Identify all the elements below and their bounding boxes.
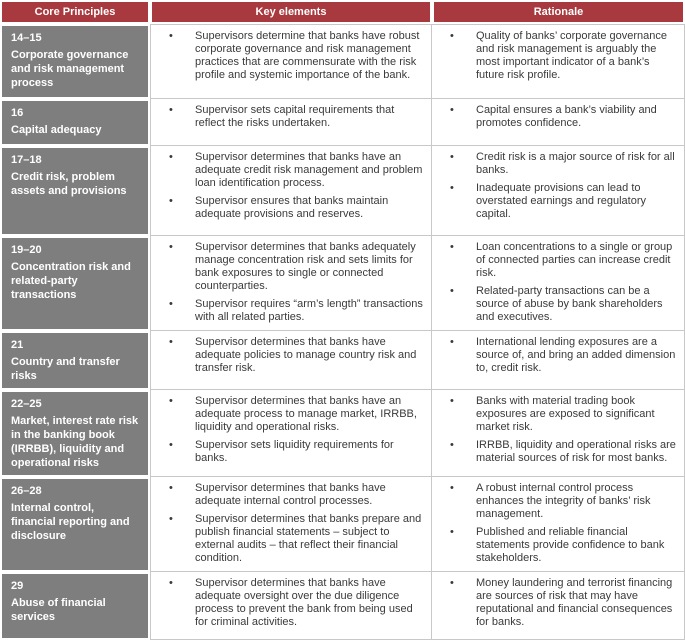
- bullet-icon: •: [450, 182, 454, 194]
- bullet-item: [432, 30, 676, 82]
- bullet-icon: •: [450, 151, 454, 163]
- principle-number: 21: [11, 339, 24, 351]
- principle-title: Capital adequacy: [11, 124, 102, 136]
- bullet-item: [432, 395, 676, 434]
- bullet-text: Banks with material trading book exposures are exposed to significant market risk.: [476, 395, 655, 433]
- key-elements-cell: [150, 146, 432, 236]
- table-row: [0, 24, 685, 99]
- bullet-item: [151, 513, 423, 565]
- table-row: [0, 331, 685, 390]
- principle-cell: [0, 477, 150, 572]
- rationale-cell: [432, 390, 685, 477]
- bullet-item: [151, 395, 423, 434]
- table-row: [0, 99, 685, 146]
- rationale-cell: [432, 572, 685, 640]
- bullet-text: Supervisor determines that banks have an adequate credit risk management and problem loan identification process.: [195, 151, 423, 189]
- principle-title: Corporate governance and risk management process: [11, 49, 129, 89]
- principle-number: 14–15: [11, 32, 42, 44]
- key-elements-cell: [150, 390, 432, 477]
- bullet-item: [151, 439, 423, 465]
- table-body: [0, 24, 685, 640]
- bullet-item: [432, 182, 676, 221]
- col-header-key-elements: Key elements: [150, 0, 432, 24]
- bullet-item: [151, 104, 423, 130]
- bullet-item: [432, 482, 676, 521]
- principle-number: 29: [11, 580, 24, 592]
- principle-title: Market, interest rate risk in the banking book (IRRBB), liquidity and operational risks: [11, 415, 139, 469]
- col-header-rationale: Rationale: [432, 0, 685, 24]
- bullet-item: [432, 577, 676, 629]
- bullet-icon: •: [169, 336, 173, 348]
- bullet-text: A robust internal control process enhances the integrity of banks’ risk management.: [476, 482, 651, 520]
- bullet-icon: •: [169, 482, 173, 494]
- bullet-text: Published and reliable financial statements provide confidence to bank stakeholders.: [476, 526, 665, 564]
- principle-title: Concentration risk and related-party transactions: [11, 261, 131, 301]
- table-row: [0, 572, 685, 640]
- principle-title: Credit risk, problem assets and provisions: [11, 171, 127, 197]
- rationale-cell: [432, 24, 685, 99]
- bullet-item: [151, 241, 423, 293]
- bullet-text: IRRBB, liquidity and operational risks are material sources of risk for most banks.: [476, 439, 676, 464]
- bullet-text: Supervisor determines that banks have adequate oversight over the due diligence process to prevent the bank from being used for criminal activities.: [195, 577, 413, 628]
- bullet-icon: •: [169, 513, 173, 525]
- bullet-text: Supervisor sets capital requirements that reflect the risks undertaken.: [195, 104, 395, 129]
- bullet-item: [151, 195, 423, 221]
- bullet-item: [432, 285, 676, 324]
- rationale-cell: [432, 236, 685, 331]
- principle-title: Internal control, financial reporting and disclosure: [11, 502, 130, 542]
- bullet-text: Supervisor determines that banks have adequate internal control processes.: [195, 482, 386, 507]
- bullet-text: Supervisor ensures that banks maintain adequate provisions and reserves.: [195, 195, 389, 220]
- principle-number: 26–28: [11, 485, 42, 497]
- table-row: [0, 236, 685, 331]
- bullet-icon: •: [169, 298, 173, 310]
- principle-cell: [0, 390, 150, 477]
- key-elements-cell: [150, 236, 432, 331]
- bullet-item: [432, 104, 676, 130]
- bullet-text: Related-party transactions can be a source of abuse by bank shareholders and executives.: [476, 285, 663, 323]
- bullet-text: International lending exposures are a source of, and bring an added dimension to, credit risk.: [476, 336, 676, 374]
- principle-cell: [0, 146, 150, 236]
- bullet-item: [151, 577, 423, 629]
- principle-title: Abuse of financial services: [11, 597, 106, 623]
- bullet-icon: •: [450, 285, 454, 297]
- key-elements-cell: [150, 331, 432, 390]
- bullet-text: Capital ensures a bank’s viability and promotes confidence.: [476, 104, 657, 129]
- bullet-text: Inadequate provisions can lead to overstated earnings and regulatory capital.: [476, 182, 646, 220]
- bullet-icon: •: [450, 577, 454, 589]
- bullet-item: [151, 151, 423, 190]
- bullet-text: Supervisor sets liquidity requirements for banks.: [195, 439, 394, 464]
- bullet-item: [432, 526, 676, 565]
- bullet-icon: •: [169, 195, 173, 207]
- bullet-icon: •: [450, 482, 454, 494]
- bullet-icon: •: [450, 30, 454, 42]
- bullet-icon: •: [450, 526, 454, 538]
- bullet-item: [151, 482, 423, 508]
- principle-cell: [0, 236, 150, 331]
- bullet-text: Supervisor determines that banks adequately manage concentration risk and sets limits for bank exposures to single or connected counterparties.: [195, 241, 416, 292]
- table-row: [0, 146, 685, 236]
- col-header-core-principles: Core Principles: [0, 0, 150, 24]
- bullet-icon: •: [450, 104, 454, 116]
- rationale-cell: [432, 331, 685, 390]
- bullet-icon: •: [169, 577, 173, 589]
- principle-cell: [0, 572, 150, 640]
- bullet-icon: •: [450, 395, 454, 407]
- bullet-text: Supervisor determines that banks prepare and publish financial statements – subject to external audits – that reflect their financial condition.: [195, 513, 422, 564]
- bullet-item: [432, 151, 676, 177]
- bullet-icon: •: [450, 439, 454, 451]
- bullet-text: Supervisor determines that banks have adequate policies to manage country risk and transfer risk.: [195, 336, 417, 374]
- bullet-icon: •: [169, 241, 173, 253]
- bullet-icon: •: [169, 30, 173, 42]
- rationale-cell: [432, 99, 685, 146]
- principle-title: Country and transfer risks: [11, 356, 120, 382]
- bullet-item: [151, 30, 423, 82]
- bullet-item: [151, 298, 423, 324]
- header-row: [0, 0, 685, 24]
- principle-number: 19–20: [11, 244, 42, 256]
- key-elements-cell: [150, 572, 432, 640]
- principle-number: 22–25: [11, 398, 42, 410]
- bullet-text: Loan concentrations to a single or group of connected parties can increase credit risk.: [476, 241, 673, 279]
- bullet-icon: •: [169, 439, 173, 451]
- bullet-item: [432, 439, 676, 465]
- principle-cell: [0, 99, 150, 146]
- bullet-icon: •: [169, 104, 173, 116]
- bullet-icon: •: [450, 336, 454, 348]
- key-elements-cell: [150, 477, 432, 572]
- rationale-cell: [432, 477, 685, 572]
- bullet-text: Supervisor determines that banks have an adequate process to manage market, IRRBB, liquidity and operational risks.: [195, 395, 417, 433]
- key-elements-cell: [150, 99, 432, 146]
- bullet-icon: •: [169, 151, 173, 163]
- bullet-text: Supervisor requires “arm’s length” transactions with all related parties.: [195, 298, 423, 323]
- bullet-icon: •: [450, 241, 454, 253]
- principle-number: 17–18: [11, 154, 42, 166]
- table-row: [0, 390, 685, 477]
- principle-number: 16: [11, 107, 24, 119]
- principle-cell: [0, 331, 150, 390]
- table-row: [0, 477, 685, 572]
- rationale-cell: [432, 146, 685, 236]
- bullet-item: [432, 241, 676, 280]
- bullet-item: [432, 336, 676, 375]
- bullet-text: Credit risk is a major source of risk for all banks.: [476, 151, 675, 176]
- bullet-text: Money laundering and terrorist financing are sources of risk that may have reputational and financial consequences for banks.: [476, 577, 673, 628]
- key-elements-cell: [150, 24, 432, 99]
- bullet-item: [151, 336, 423, 375]
- bullet-text: Supervisors determine that banks have robust corporate governance and risk management practices that are commensurate with the risk profile and systemic importance of the bank.: [195, 30, 420, 81]
- bullet-icon: •: [169, 395, 173, 407]
- bullet-text: Quality of banks’ corporate governance and risk management is arguably the most important indicator of a bank’s future risk profile.: [476, 30, 667, 81]
- principle-cell: [0, 24, 150, 99]
